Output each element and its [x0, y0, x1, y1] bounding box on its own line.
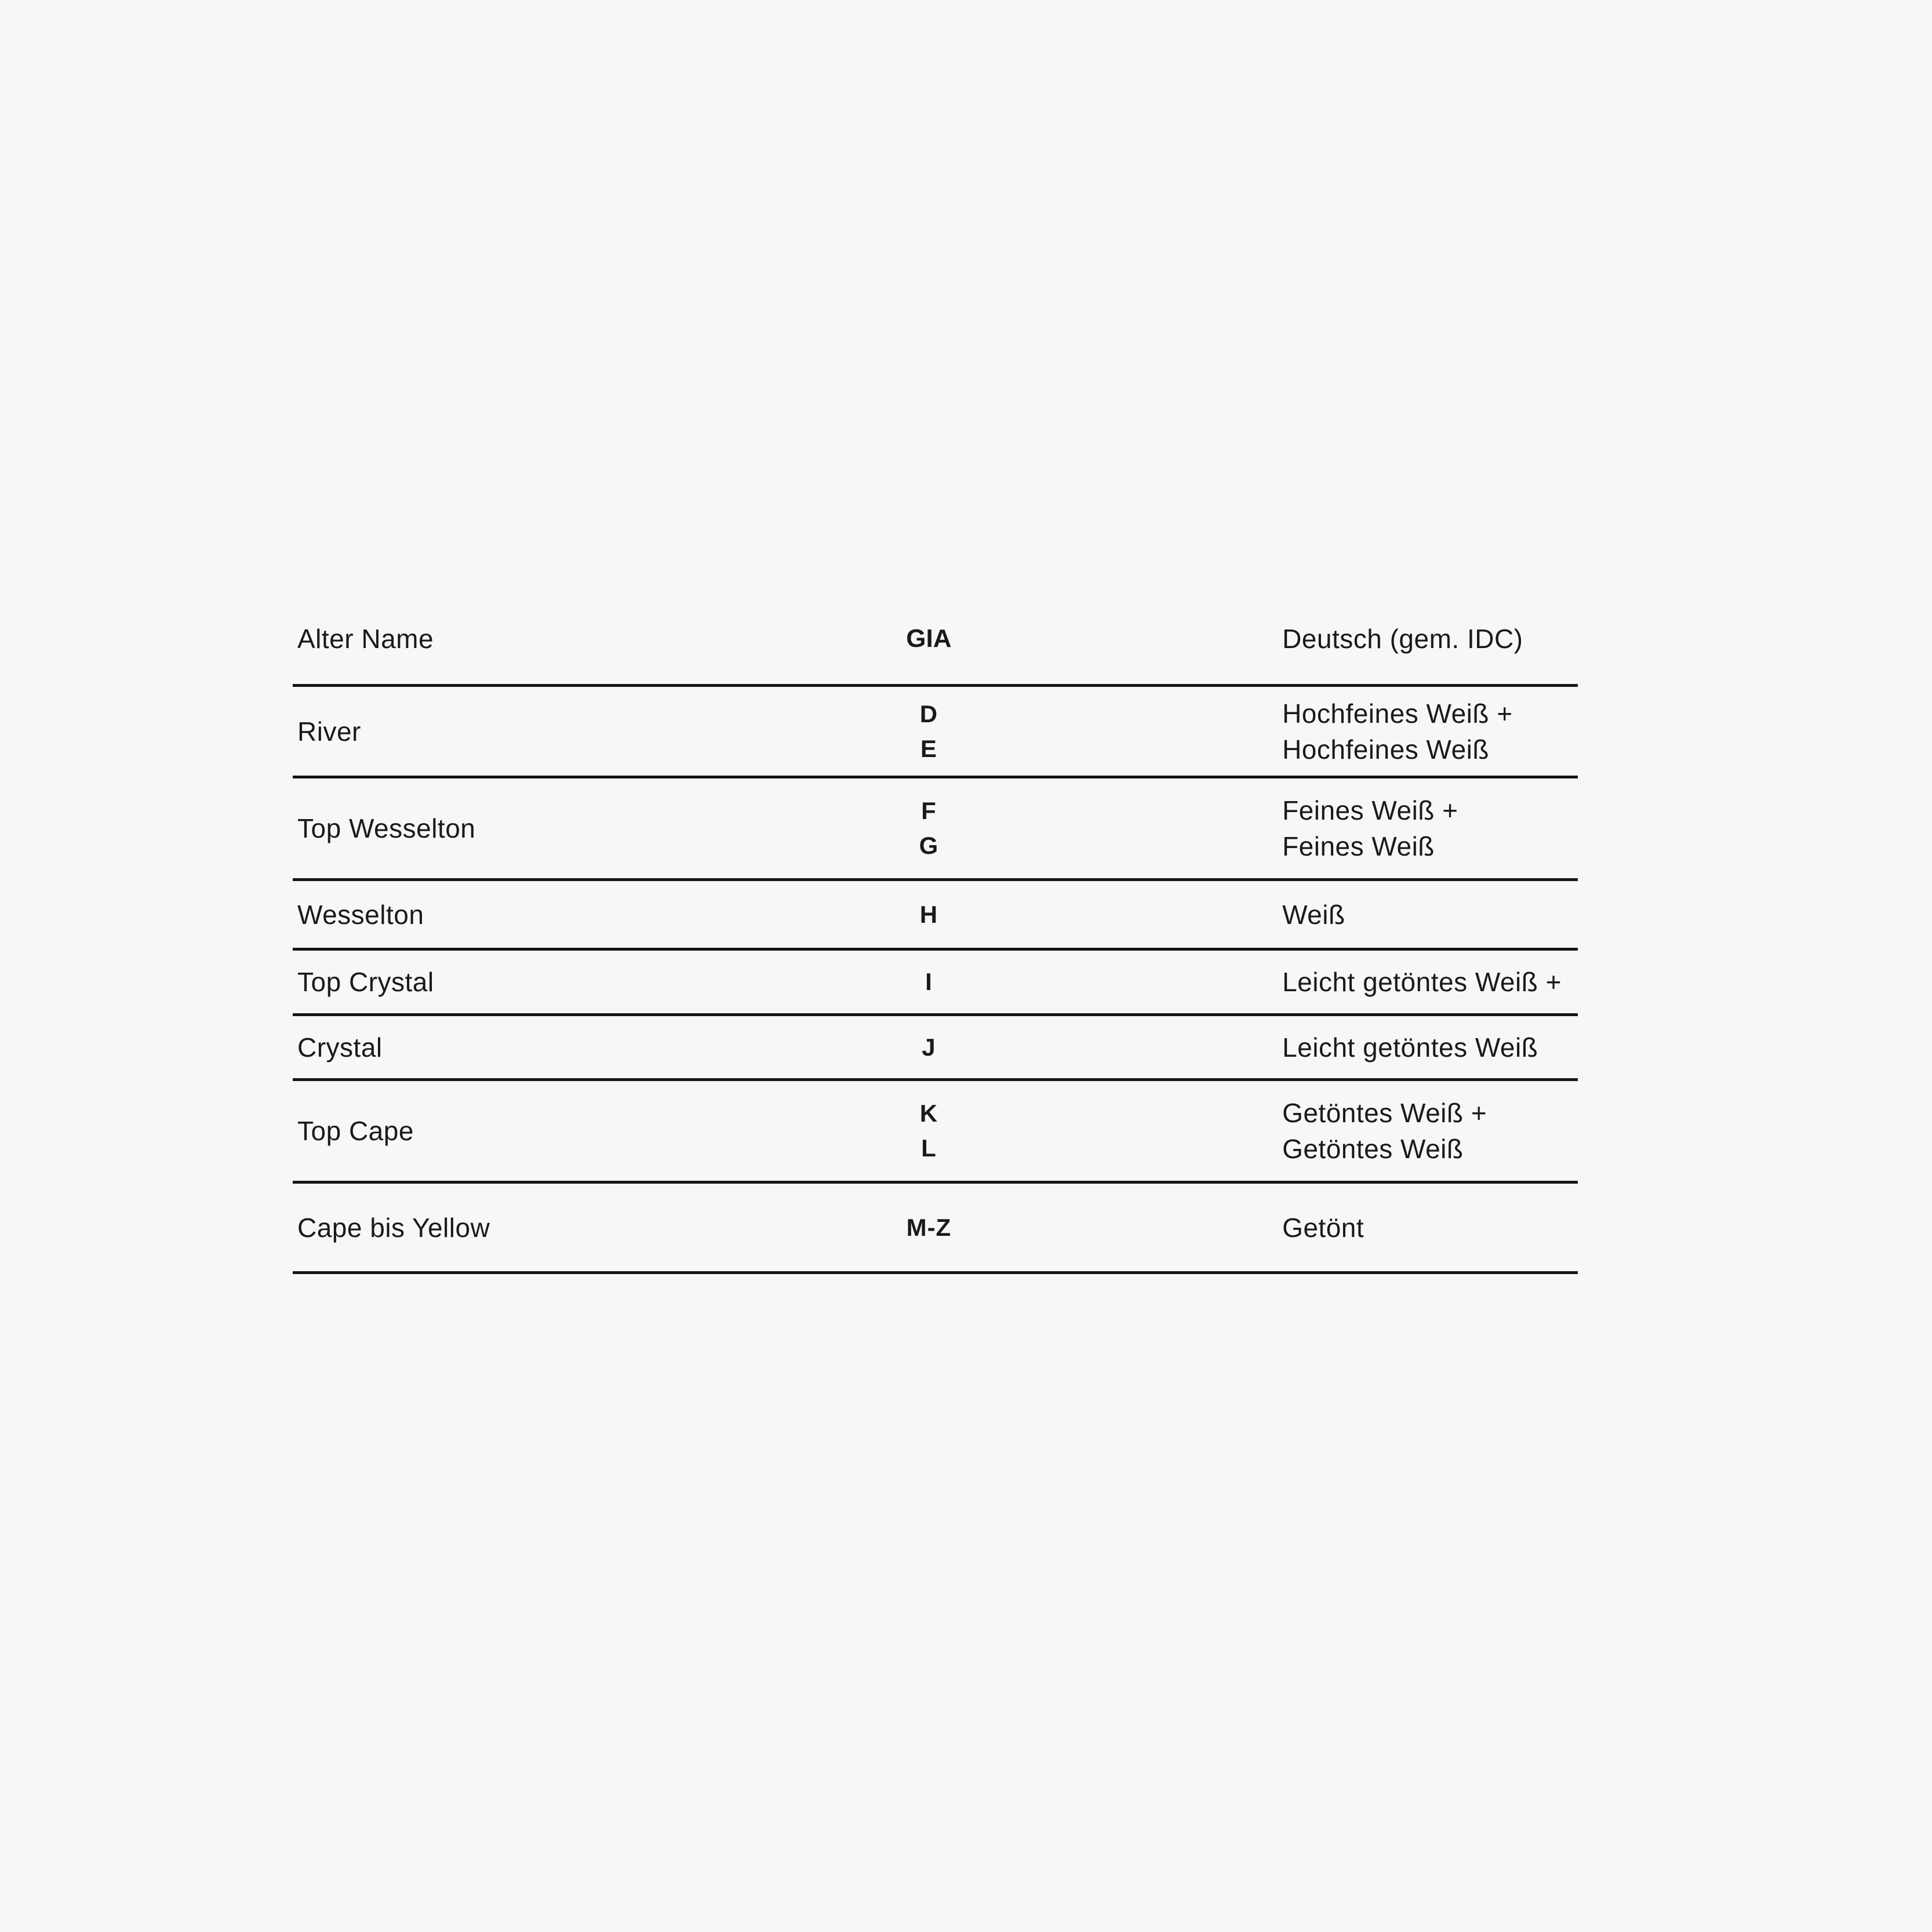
gia-grade-label: J	[922, 1033, 936, 1061]
table-row-top-wesselton	[293, 778, 1578, 881]
german-name-cell	[999, 881, 1578, 948]
gia-grade-label: F	[921, 797, 937, 824]
old-name-label: Crystal	[297, 1032, 383, 1063]
old-name-cell	[293, 951, 858, 1013]
table-row-wesselton	[293, 881, 1578, 951]
german-name-cell	[999, 778, 1578, 878]
header-old-name-cell	[293, 593, 858, 684]
german-name-cell	[999, 951, 1578, 1013]
header-gia-cell	[858, 593, 999, 684]
header-old-name-label: Alter Name	[297, 623, 434, 654]
gia-grade-label: H	[919, 900, 938, 928]
old-name-label: Wesselton	[297, 899, 424, 930]
gia-grade-cell	[858, 778, 999, 878]
table-header-row	[293, 593, 1578, 687]
header-german-cell	[999, 593, 1578, 684]
german-name-label: Feines Weiß +	[1282, 795, 1458, 825]
german-name-label: Getöntes Weiß	[1282, 1134, 1464, 1164]
old-name-cell	[293, 881, 858, 948]
old-name-cell	[293, 687, 858, 776]
table-row-cape-bis-yellow	[293, 1184, 1578, 1274]
gia-grade-label: L	[921, 1134, 937, 1162]
old-name-cell	[293, 1016, 858, 1078]
german-name-cell	[999, 1016, 1578, 1078]
german-name-label: Leicht getöntes Weiß	[1282, 1032, 1538, 1063]
old-name-label: Cape bis Yellow	[297, 1212, 490, 1243]
old-name-label: Top Cape	[297, 1116, 414, 1146]
german-name-label: Weiß	[1282, 899, 1345, 930]
old-name-label: Top Crystal	[297, 967, 434, 997]
german-name-label: Hochfeines Weiß +	[1282, 698, 1513, 729]
german-name-cell	[999, 1184, 1578, 1271]
header-gia-label: GIA	[906, 624, 952, 653]
table-row-top-cape	[293, 1081, 1578, 1184]
old-name-label: Top Wesselton	[297, 813, 476, 843]
german-name-label: Feines Weiß	[1282, 831, 1435, 861]
gia-grade-cell	[858, 1081, 999, 1181]
gia-grade-cell	[858, 1184, 999, 1271]
gia-grade-label: I	[925, 968, 933, 995]
diamond-color-grading-table	[293, 593, 1578, 1274]
gia-grade-cell	[858, 951, 999, 1013]
gia-grade-cell	[858, 881, 999, 948]
gia-grade-label: E	[920, 734, 937, 762]
german-name-label: Hochfeines Weiß	[1282, 734, 1489, 765]
german-name-label: Getöntes Weiß +	[1282, 1098, 1487, 1128]
header-german-label: Deutsch (gem. IDC)	[1282, 623, 1523, 654]
old-name-label: River	[297, 716, 361, 747]
table-row-top-crystal	[293, 951, 1578, 1016]
german-name-cell	[999, 1081, 1578, 1181]
gia-grade-cell	[858, 687, 999, 776]
german-name-label: Leicht getöntes Weiß +	[1282, 967, 1562, 997]
table-row-river	[293, 687, 1578, 778]
german-name-cell	[999, 687, 1578, 776]
gia-grade-label: G	[919, 832, 939, 859]
table-row-crystal	[293, 1016, 1578, 1081]
german-name-label: Getönt	[1282, 1212, 1365, 1243]
gia-grade-label: D	[919, 700, 938, 727]
gia-grade-cell	[858, 1016, 999, 1078]
old-name-cell	[293, 1184, 858, 1271]
old-name-cell	[293, 778, 858, 878]
gia-grade-label: K	[919, 1100, 938, 1127]
gia-grade-label: M-Z	[906, 1213, 952, 1241]
old-name-cell	[293, 1081, 858, 1181]
